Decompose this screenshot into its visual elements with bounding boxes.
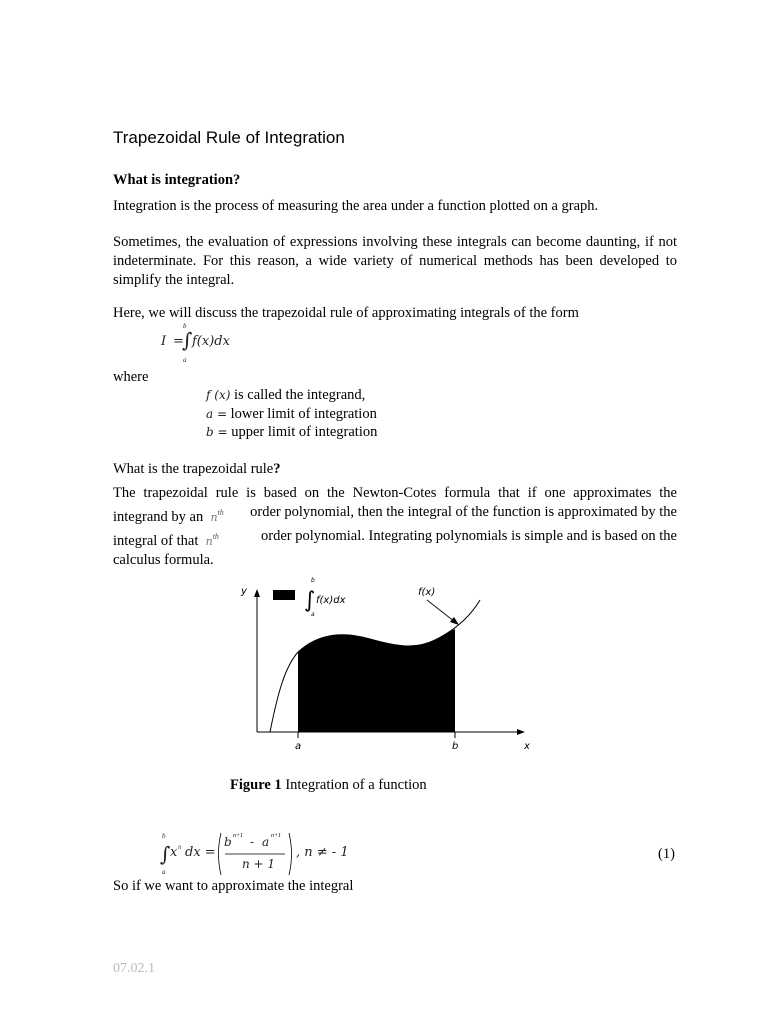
equation-integrand: f(x)dx — [192, 334, 230, 349]
paragraph-trapezoidal-intro: Here, we will discuss the trapezoidal rule of approximating integrals of the form — [113, 305, 579, 321]
eq1-lower-limit: a — [162, 868, 166, 876]
legend-swatch — [273, 590, 295, 600]
integral-lower-limit: a — [183, 356, 187, 364]
math-th: th — [212, 531, 219, 541]
paragraph-approximate-integral: So if we want to approximate the integral — [113, 878, 354, 894]
eq1-integral-icon: ∫ — [160, 842, 171, 866]
x-axis-arrow-icon — [517, 729, 525, 735]
integral-sign-icon: ∫ — [182, 328, 193, 352]
eq1-integrand: x — [170, 845, 178, 860]
math-n: n — [205, 534, 213, 548]
shaded-area — [298, 629, 455, 732]
a-label: a — [295, 741, 302, 752]
fx-pointer-line — [427, 600, 455, 622]
caption-text: Integration of a function — [281, 777, 427, 793]
legend-integral-icon: ∫ — [304, 588, 316, 613]
eq1-num-b-power: n+1 — [233, 833, 244, 839]
paragraph-newton-cotes — [113, 484, 677, 570]
y-axis-arrow-icon — [254, 589, 260, 597]
fx-label: f(x) — [418, 587, 436, 598]
math-th: th — [217, 508, 224, 517]
line-text: order polynomial. Integrating polynomials is simple and is based on the — [261, 527, 677, 544]
equation-1 — [158, 830, 378, 878]
definition-symbol: f (x) — [206, 388, 231, 402]
heading-what-is-integration: What is integration? — [113, 172, 241, 188]
line-text: order polynomial, then the integral of the function is approximated by the — [250, 504, 677, 520]
line-text: integral of that — [113, 532, 199, 549]
x-axis-label: x — [524, 741, 530, 752]
eq1-upper-limit: b — [162, 832, 166, 840]
heading-text: What is the trapezoidal rule — [113, 461, 274, 477]
page-footer-number: 07.02.1 — [113, 961, 155, 976]
definition-symbol: b = — [206, 425, 228, 439]
definition-text: is called the integrand, — [230, 387, 366, 403]
legend-upper-limit: b — [311, 577, 315, 584]
definition-lower-limit — [206, 405, 377, 424]
eq1-condition: , n ≠ - 1 — [296, 845, 349, 860]
definition-text: upper limit of integration — [227, 424, 378, 440]
eq1-power: n — [178, 843, 182, 851]
eq1-num-b: b — [224, 835, 232, 849]
definition-upper-limit — [206, 423, 377, 442]
definition-integrand — [206, 386, 377, 405]
eq1-dx: dx = — [185, 845, 216, 860]
b-label: b — [452, 741, 459, 752]
fx-pointer-arrow-icon — [450, 617, 459, 625]
paragraph-line-3 — [113, 527, 677, 551]
line-text: integrand by an — [113, 508, 204, 525]
paragraph-line-1: The trapezoidal rule is based on the Newton-Cotes formula that if one approximates the — [113, 485, 677, 501]
figure-caption — [230, 777, 427, 794]
paragraph-integration-definition: Integration is the process of measuring the area under a function plotted on a graph. — [113, 198, 599, 214]
definitions-list — [206, 386, 377, 442]
legend-lower-limit: a — [311, 611, 315, 618]
eq1-minus: - — [250, 835, 255, 849]
equation-lhs: I — [161, 334, 167, 349]
heading-punct: ? — [273, 461, 281, 477]
integration-figure — [230, 572, 540, 762]
where-label: where — [113, 369, 149, 385]
heading-what-is-trapezoidal-rule — [113, 460, 677, 479]
y-axis-label: y — [241, 586, 247, 597]
eq1-num-a: a — [262, 835, 270, 849]
equation-equals: = — [173, 334, 184, 349]
integral-equation — [158, 322, 278, 368]
page-title: Trapezoidal Rule of Integration — [113, 128, 345, 147]
math-n: n — [210, 510, 218, 524]
paragraph-line-4: calculus formula. — [113, 551, 214, 568]
eq1-denominator: n + 1 — [242, 857, 276, 871]
equation-number: (1) — [658, 846, 675, 862]
caption-label: Figure 1 — [230, 777, 282, 793]
integral-upper-limit: b — [183, 322, 187, 330]
eq1-num-a-power: n+1 — [271, 833, 282, 839]
definition-text: lower limit of integration — [227, 405, 377, 422]
definition-symbol: a = — [206, 406, 228, 421]
paragraph-line-2 — [113, 503, 677, 527]
paragraph-numerical-methods: Sometimes, the evaluation of expressions involving these integrals can become daunting, if not indeterminate. For this reason, a wide variety of numerical methods has been developed to simplify the integral. — [113, 234, 677, 288]
legend-text: f(x)dx — [316, 595, 346, 606]
